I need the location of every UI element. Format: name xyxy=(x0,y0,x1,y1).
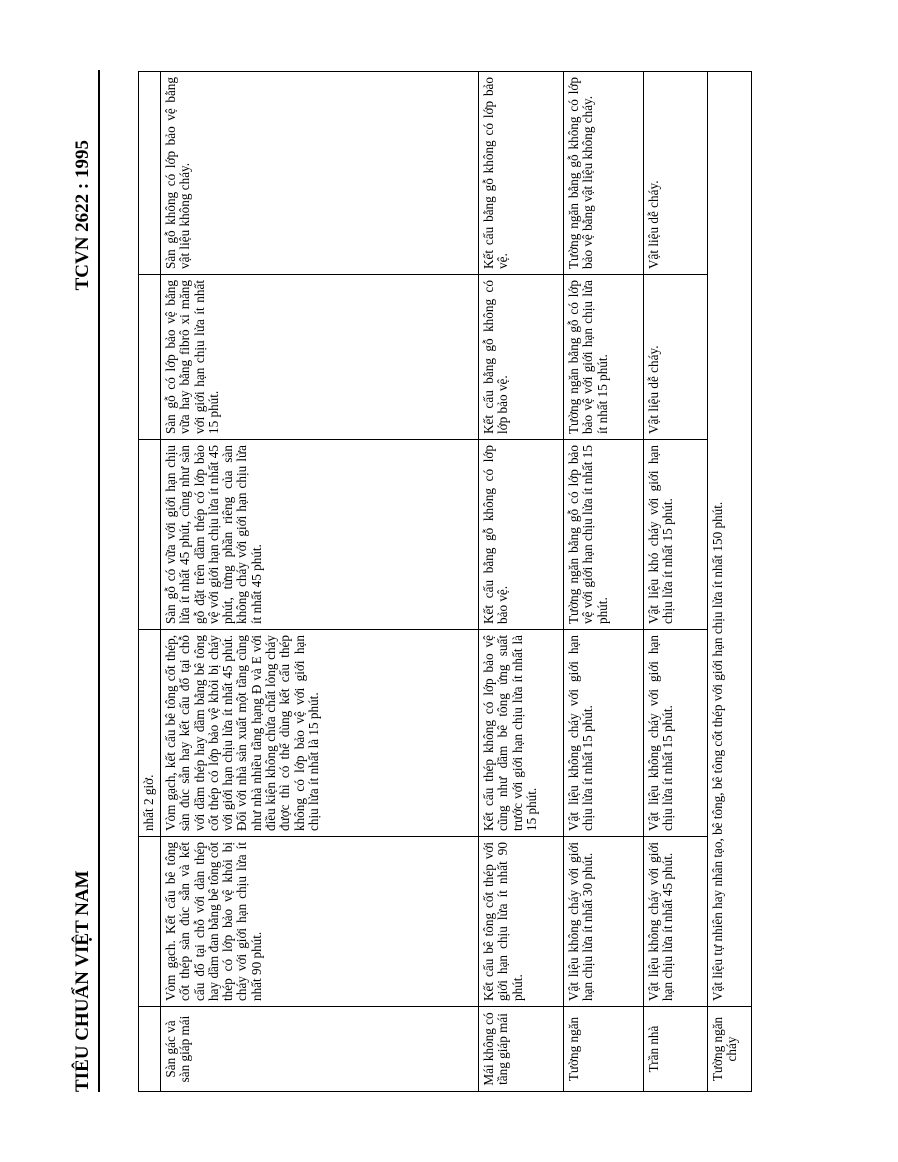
cell-empty-label xyxy=(139,1007,161,1092)
cell-empty-c1 xyxy=(139,837,161,1007)
cell-partitions-c2: Vật liệu không cháy với giới hạn chịu lửa ít nhất 15 phút. xyxy=(564,630,644,837)
table-row-continuation xyxy=(139,72,161,1092)
cell-empty-c3 xyxy=(139,440,161,630)
cell-empty-c5 xyxy=(139,72,161,275)
cell-ceilings-c3: Vật liệu khó cháy với giới hạn chịu lửa ít nhất 15 phút. xyxy=(644,440,708,630)
row-label-firewalls: Tường ngăn cháy xyxy=(708,1007,752,1092)
standard-number: TCVN 2622 : 1995 xyxy=(72,140,93,291)
cell-floors-c1: Vòm gạch. Kết cấu bê tông cốt thép sàn đúc sẵn và kết cấu đổ tại chỗ với dàn thép hay dầm đan bằng bê tông cốt thép có lớp bảo vệ khỏi bị cháy với giới hạn chịu lửa ít nhất 90 phút. xyxy=(161,837,479,1007)
row-label-ceilings: Trần nhà xyxy=(644,1007,708,1092)
cell-roofs-c5: Kết cấu bằng gỗ không có lớp bảo vệ. xyxy=(479,72,564,275)
cell-ceilings-c5: Vật liệu dễ cháy. xyxy=(644,72,708,275)
page-header xyxy=(58,70,100,1092)
table-row-roofs xyxy=(479,72,564,1092)
cell-ceilings-c4: Vật liệu dễ cháy. xyxy=(644,275,708,440)
cell-partitions-c1: Vật liệu không cháy với giới hạn chịu lửa ít nhất 30 phút. xyxy=(564,837,644,1007)
cell-ceilings-c2: Vật liệu không cháy với giới hạn chịu lửa ít nhất 15 phút. xyxy=(644,630,708,837)
cell-floors-c2: Vòm gạch, kết cấu bê tông cốt thép, sàn đúc sẵn hay kết cấu đổ tại chỗ với dầm thép hay dầm bằng bê tông cốt thép có lớp bảo vệ khỏi bị cháy với giới hạn chịu lửa ít nhất 45 phút. Đối với nhà sản xuất một tầng cũng như nhà nhiều tầng hạng Đ và E với điều kiện không chứa chất lỏng cháy được thì có thể dùng kết cấu thép không có lớp bảo vệ với giới hạn chịu lửa ít nhất là 15 phút. xyxy=(161,630,479,837)
cell-firewalls-text: Vật liệu tự nhiên hay nhân tạo, bê tông, bê tông cốt thép với giới hạn chịu lửa ít nhất 150 phút. xyxy=(708,72,752,1007)
cell-roofs-c1: Kết cấu bê tông cốt thép với giới hạn chịu lửa ít nhất 90 phút. xyxy=(479,837,564,1007)
row-label-partitions: Tường ngăn xyxy=(564,1007,644,1092)
cell-partitions-c5: Tường ngăn bằng gỗ không có lớp bảo vệ bằng vật liệu không cháy. xyxy=(564,72,644,275)
cell-roofs-c2: Kết cấu thép không có lớp bảo vệ cũng như dầm bê tông ứng suất trước với giới hạn chịu lửa ít nhất là 15 phút. xyxy=(479,630,564,837)
row-label-roofs: Mái không có tầng giáp mái xyxy=(479,1007,564,1092)
cell-partitions-c4: Tường ngăn bằng gỗ có lớp bảo vệ với giới hạn chịu lửa ít nhất 15 phút. xyxy=(564,275,644,440)
cell-floors-c3: Sàn gỗ có vữa với giới hạn chịu lửa ít nhất 45 phút, cũng như sàn gỗ đặt trên dầm thép có lớp bảo vệ với giới hạn chịu lửa ít nhất 45 phút, từng phần riêng của sàn không cháy với giới hạn chịu lửa ít nhất 45 phút. xyxy=(161,440,479,630)
fire-resistance-table xyxy=(138,71,752,1092)
table-row-floors xyxy=(161,72,479,1092)
standard-category: TIÊU CHUẨN VIỆT NAM xyxy=(72,870,93,1092)
cell-floors-c4: Sàn gỗ có lớp bảo vệ bằng vữa hay bằng fibrô xi măng với giới hạn chịu lửa ít nhất 15 phút. xyxy=(161,275,479,440)
cell-roofs-c4: Kết cấu bằng gỗ không có lớp bảo vệ. xyxy=(479,275,564,440)
cell-floors-c5: Sàn gỗ không có lớp bảo vệ bằng vật liệu không cháy. xyxy=(161,72,479,275)
row-label-floors: Sàn gác và sàn giáp mái xyxy=(161,1007,479,1092)
table-row-ceilings xyxy=(644,72,708,1092)
cell-roofs-c3: Kết cấu bằng gỗ không có lớp bảo vệ. xyxy=(479,440,564,630)
cell-continuation: nhất 2 giờ. xyxy=(139,630,161,837)
cell-partitions-c3: Tường ngăn bằng gỗ có lớp bảo vệ với giới hạn chịu lửa ít nhất 15 phút. xyxy=(564,440,644,630)
table-row-firewalls xyxy=(708,72,752,1092)
table-row-partitions xyxy=(564,72,644,1092)
cell-empty-c4 xyxy=(139,275,161,440)
cell-ceilings-c1: Vật liệu không cháy với giới hạn chịu lửa ít nhất 45 phút. xyxy=(644,837,708,1007)
